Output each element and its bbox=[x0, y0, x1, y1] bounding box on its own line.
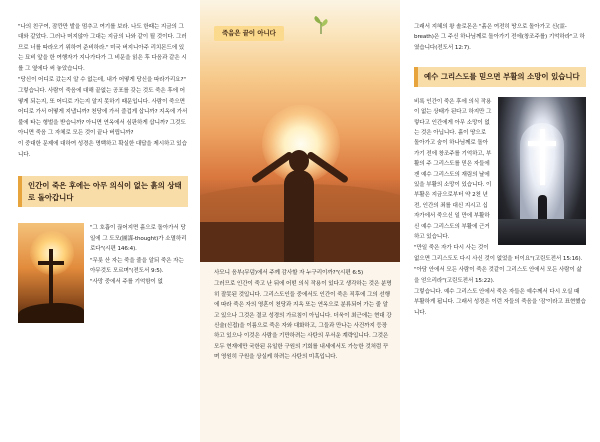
left-paragraph-1: "나의 친구여, 잠깐만 발을 멈추고 여기를 보라. 나도 한때는 지금의 그대와 같았다. 그러나 머지않아 그대는 지금의 나와 같이 될 것이다. 그러므로 너를 따라오기 위하여 준비하라." 미국 버지니아주 리치몬드에 있는 묘비 앞을 한 여행자가 지나가다가 그 비문을 읽은 후 다음과 같은 시를 그 옆에다 써 놓았습니다. bbox=[18, 24, 187, 72]
right-paragraph-4: 그렇습니다. 예수 그리스도 안에서 죽은 자들은 예수께서 다시 오실 때 부활하게 됩니다. 그래서 성경은 이런 자들의 죽음을 '잠'이라고 표현했습니다. bbox=[414, 289, 586, 316]
left-column bbox=[0, 0, 200, 442]
floor-shadow bbox=[498, 219, 586, 245]
right-paragraph-3: "아담 안에서 모든 사람이 죽은 것같이 그리스도 안에서 모든 사람이 삶을 얻으리라"(고린도전서 15:22). bbox=[414, 267, 582, 284]
title-banner: 죽음은 끝이 아니다 bbox=[214, 26, 284, 41]
middle-paragraph-2: 그러므로 인간이 죽고 난 뒤에 어떤 의식 작용이 있다고 생각하는 것은 분명히 잘못된 것입니다. 그리스도인들 중에서도 인간이 죽은 직후에 그의 선행에 따라 죽은 자의 영혼이 천당과 지옥 또는 연옥으로 분류되어 가는 줄 알고 있으나 그것은 결코 성경의 가르침이 아닙니다. 더욱이 최근에는 현대 강신술(신접)을 이름으로 죽은 자와 대화하고, 그들과 만나는 사건까지 등장하고 있으나 이것은 사람을 기만하려는 사탄의 무서운 계략입니다. 그것은 모두 현재에만 국한된 유일한 구원의 기회를 내세에서도 가능한 것처럼 꾸며 영원히 구원을 상실케 하려는 사탄의 미혹입니다. bbox=[214, 281, 392, 361]
cross-icon bbox=[49, 249, 53, 307]
left-bottom-text bbox=[90, 223, 190, 287]
middle-paragraph-1: 사모니 음부(무덤)에서 주께 감사할 자 누구리이까?"(시편 6:5) bbox=[214, 270, 364, 276]
section-heading-resurrection-hope: 예수 그리스도를 믿으면 부활의 소망이 있습니다 bbox=[414, 67, 586, 87]
left-paragraph-2: "당신이 어디로 갔는지 알 수 없는데, 내가 어떻게 당신을 따라가리요?" bbox=[18, 77, 186, 84]
middle-text bbox=[214, 268, 392, 363]
section-heading-no-consciousness: 인간이 죽은 후에는 아무 의식이 없는 흙의 상태로 돌아갑니다 bbox=[18, 176, 188, 207]
right-column bbox=[400, 0, 600, 442]
cross-bar bbox=[38, 261, 64, 265]
person-silhouette bbox=[284, 170, 314, 262]
cross-sunset-image bbox=[18, 223, 84, 323]
person-head bbox=[289, 150, 309, 172]
left-paragraph-4: 이 중대한 문제에 대하여 성경은 명백하고 확실한 대답을 제시하고 있습니다. bbox=[18, 141, 187, 158]
right-top-paragraph: 그래서 지혜의 왕 솔로몬은 "흙은 여전히 땅으로 돌아가고 신(霊-breath)은 그 주신 하나님께로 돌아가기 전에(창조주를) 기억하라"고 하였습니다(전도서 12:7). bbox=[414, 24, 585, 51]
right-paragraph-1: 비록 인간이 죽은 후에 의식 작용이 없는 상태가 된다고 하지만 그렇다고 인간에게 아무 소망이 없는 것은 아닙니다. 흙이 땅으로 돌아가고 숨이 하나님께로 돌아가기 전에 창조주를 기억하고, 부활의 주 그리스도를 믿은 자들에겐 예수 그리스도의 재림의 날에 있을 부활의 소망이 있습니다. 이 부활은 지금으로부터 약 2천 년 전, 인간의 죄를 대신 지시고 십자가에서 죽으신 일 만에 부활하신 예수 그리스도의 부활에 근거하고 있습니다. bbox=[414, 98, 492, 240]
cross-icon bbox=[540, 129, 545, 185]
cross-bar bbox=[528, 141, 556, 146]
verse-psalm: "그 호흡이 끊어지면 흙으로 돌아가서 당일에 그 도모(圖謀-thought)가 소멸하리로다"(시편 146:4). bbox=[90, 225, 187, 253]
light-cross-image bbox=[498, 97, 586, 245]
leaf-icon bbox=[310, 14, 332, 36]
left-bottom-section bbox=[18, 213, 188, 353]
person-silhouette bbox=[538, 195, 547, 219]
left-paragraph-3: 그렇습니다. 사람이 죽음에 대해 끝없는 공포를 갖는 것도 죽은 후에 어떻게 되는지, 또 어디로 가는지 알지 못하기 때문입니다. 사람이 죽으면 어디로 가서 어떻게 지냅니까? 천당에 가서 즐겁게 삽니까? 지옥에 가서 불에 타는 형벌을 받습니까? 아니면 연옥에서 심판하게 삽니까? 그것도 아니면 죽음 그 자체로 모든 것이 끝나 버립니까? bbox=[18, 88, 188, 137]
verse-ecclesiastes: "무릇 산 자는 죽을 줄을 알되 죽은 자는 아무것도 모르며"(전도서 9:5). bbox=[90, 257, 184, 274]
hill-silhouette bbox=[18, 303, 84, 323]
right-paragraph-2: "만일 죽은 자가 다시 사는 것이 없으면 그리스도도 다시 사신 것이 없었을 터이요"(고린도전서 15:16). bbox=[414, 245, 583, 262]
verse-continued: "사망 중에서 주를 기억함이 없 bbox=[90, 279, 163, 286]
right-body bbox=[414, 97, 586, 319]
middle-column bbox=[200, 0, 400, 442]
